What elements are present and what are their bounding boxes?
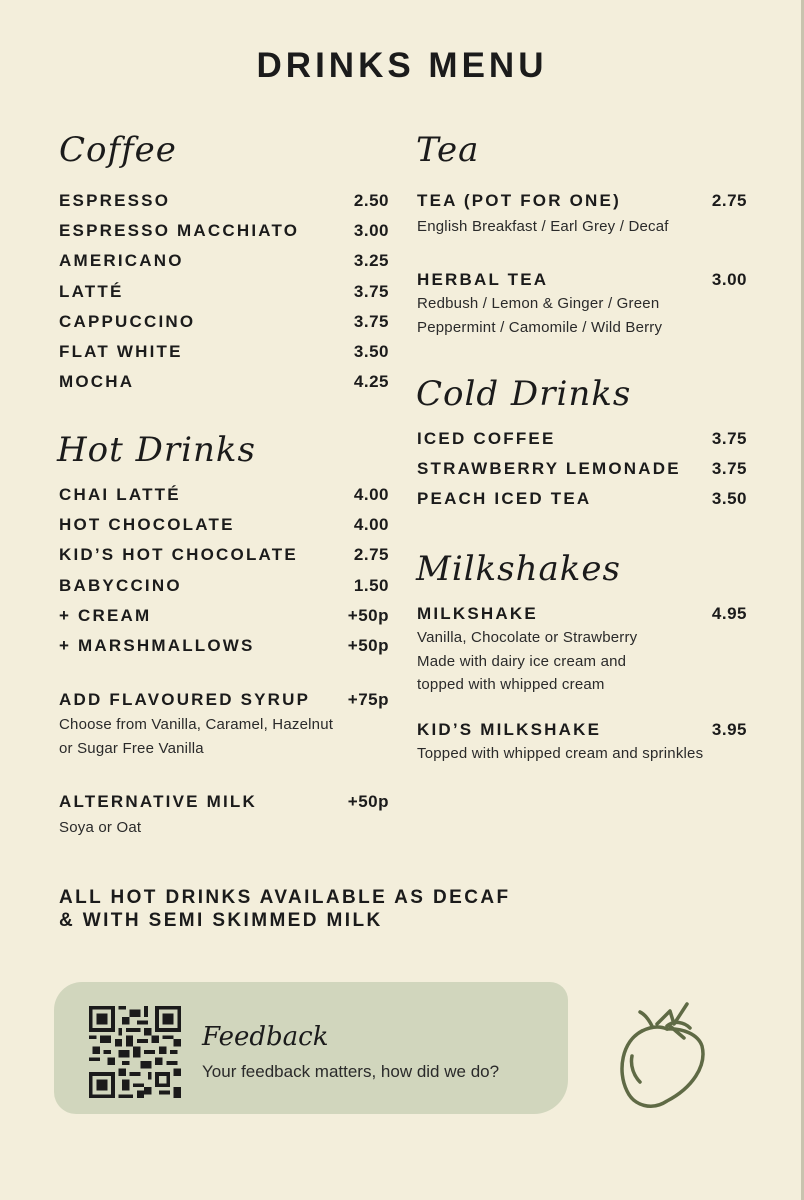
item-description <box>417 215 669 239</box>
item-name: KID’S MILKSHAKE <box>417 720 602 739</box>
description-line: Made with dairy ice cream and <box>417 652 627 670</box>
qr-code-icon[interactable] <box>89 1006 181 1098</box>
item-price: 4.95 <box>711 604 747 623</box>
menu-item <box>417 720 747 742</box>
menu-item <box>59 606 389 628</box>
feedback-title: Feedback <box>202 1022 329 1052</box>
decaf-note <box>59 886 510 932</box>
item-name: LATTÉ <box>59 282 124 301</box>
menu-item <box>59 690 389 712</box>
description-line: Choose from Vanilla, Caramel, Hazelnut <box>59 716 334 733</box>
description-line: topped with whipped cream <box>417 676 605 693</box>
menu-item <box>59 221 389 243</box>
item-name: ESPRESSO MACCHIATO <box>59 221 300 240</box>
item-description <box>59 713 333 760</box>
item-price: 3.95 <box>711 720 747 739</box>
description-line: Vanilla, Chocolate or Strawberry <box>417 629 638 646</box>
item-price: 4.25 <box>353 372 389 391</box>
item-description <box>417 742 703 766</box>
item-name: KID’S HOT CHOCOLATE <box>59 545 298 564</box>
tea-heading: Tea <box>416 130 480 170</box>
item-price: 3.75 <box>353 312 389 331</box>
item-name: ADD FLAVOURED SYRUP <box>59 690 311 709</box>
note-line: & WITH SEMI SKIMMED MILK <box>59 910 383 931</box>
item-name: TEA (POT FOR ONE) <box>417 191 621 210</box>
coffee-heading: Coffee <box>59 130 177 170</box>
description-line: Peppermint / Camomile / Wild Berry <box>417 318 663 336</box>
item-price: 2.75 <box>353 545 389 564</box>
menu-item <box>59 342 389 364</box>
menu-item <box>59 251 389 273</box>
menu-item <box>417 429 747 451</box>
item-price: 2.75 <box>711 191 747 210</box>
item-name: FLAT WHITE <box>59 342 183 361</box>
feedback-text: Your feedback matters, how did we do? <box>202 1062 500 1081</box>
item-price: 3.50 <box>711 489 747 508</box>
strawberry-icon <box>612 996 712 1116</box>
item-name: HERBAL TEA <box>417 270 549 289</box>
item-price: 4.00 <box>353 485 389 504</box>
description-line: Soya or Oat <box>59 819 142 836</box>
item-price: 3.75 <box>711 459 747 478</box>
menu-item <box>417 459 747 481</box>
item-name: AMERICANO <box>59 251 184 270</box>
item-name: + CREAM <box>59 606 152 625</box>
item-price: 3.00 <box>353 221 389 240</box>
item-price: +50p <box>347 636 389 655</box>
item-price: 3.00 <box>711 270 747 289</box>
item-price: 1.50 <box>353 576 389 595</box>
item-name: + MARSHMALLOWS <box>59 636 255 655</box>
hot-drinks-heading: Hot Drinks <box>57 430 256 470</box>
item-price: 2.50 <box>353 191 389 210</box>
item-price: +50p <box>347 606 389 625</box>
item-price: 3.75 <box>353 282 389 301</box>
item-price: +75p <box>347 690 389 709</box>
menu-item <box>59 372 389 394</box>
description-line: English Breakfast / Earl Grey / Decaf <box>417 218 669 235</box>
item-price: 3.25 <box>353 251 389 270</box>
item-price: 4.00 <box>353 515 389 534</box>
item-price: +50p <box>347 792 389 811</box>
menu-item <box>59 191 389 213</box>
description-line: Topped with whipped cream and sprinkles <box>417 745 704 762</box>
milkshakes-heading: Milkshakes <box>416 549 621 589</box>
item-name: CHAI LATTÉ <box>59 485 181 504</box>
note-line: ALL HOT DRINKS AVAILABLE AS DECAF <box>59 887 511 908</box>
item-name: ESPRESSO <box>59 191 171 210</box>
menu-item <box>59 312 389 334</box>
menu-item <box>59 282 389 304</box>
menu-item <box>59 485 389 507</box>
item-name: BABYCCINO <box>59 576 182 595</box>
menu-item <box>59 545 389 567</box>
menu-item <box>59 576 389 598</box>
item-price: 3.50 <box>353 342 389 361</box>
item-name: MOCHA <box>59 372 135 391</box>
menu-item <box>417 604 747 626</box>
menu-item <box>417 191 747 213</box>
item-name: ALTERNATIVE MILK <box>59 792 257 811</box>
menu-item <box>59 515 389 537</box>
item-description <box>59 816 141 840</box>
menu-item <box>417 489 747 511</box>
menu-item <box>417 270 747 292</box>
menu-item <box>59 636 389 658</box>
item-name: MILKSHAKE <box>417 604 538 623</box>
menu-title: DRINKS MENU <box>256 46 548 85</box>
cold-drinks-heading: Cold Drinks <box>416 374 632 414</box>
item-price: 3.75 <box>711 429 747 448</box>
description-line: or Sugar Free Vanilla <box>59 739 204 757</box>
item-description <box>417 292 662 339</box>
item-name: STRAWBERRY LEMONADE <box>417 459 681 478</box>
item-description <box>417 626 637 697</box>
item-name: PEACH ICED TEA <box>417 489 592 508</box>
menu-item <box>59 792 389 814</box>
description-line: Redbush / Lemon & Ginger / Green <box>417 295 660 312</box>
item-name: CAPPUCCINO <box>59 312 196 331</box>
item-name: ICED COFFEE <box>417 429 556 448</box>
item-name: HOT CHOCOLATE <box>59 515 235 534</box>
